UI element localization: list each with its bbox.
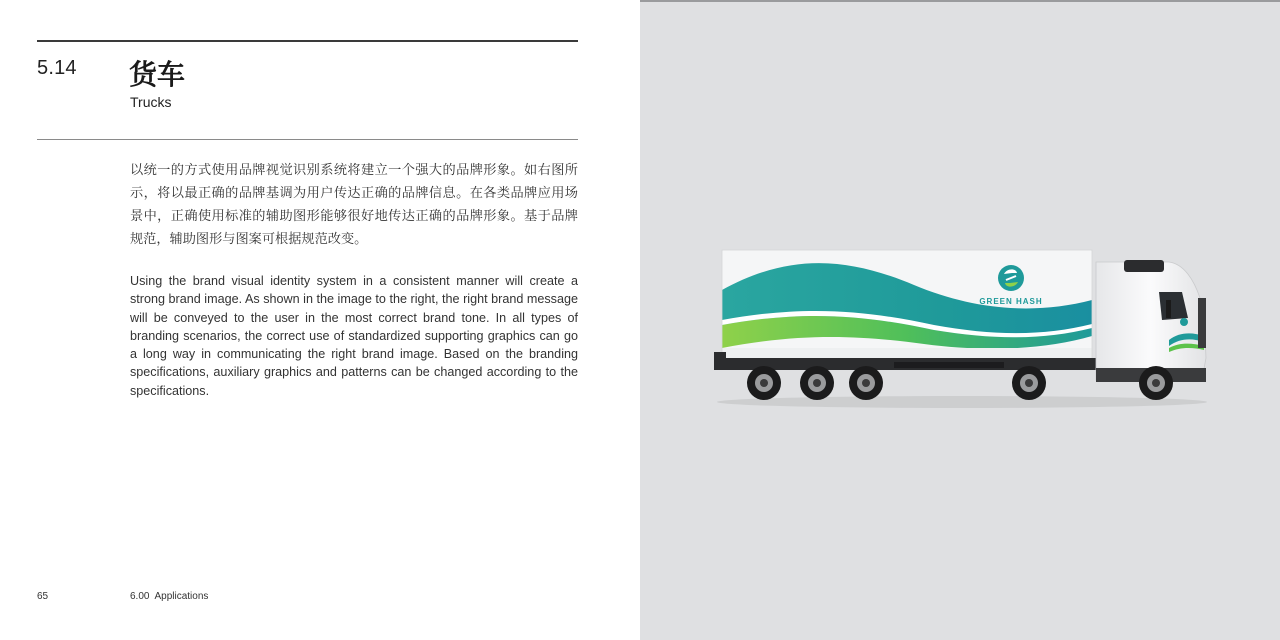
wheel <box>800 366 834 400</box>
wheel <box>1012 366 1046 400</box>
wheel <box>849 366 883 400</box>
wheel <box>747 366 781 400</box>
box-brand-name: GREEN HASH <box>979 297 1043 306</box>
top-divider <box>37 40 578 42</box>
green-hash-logo-icon <box>998 265 1024 291</box>
wheel <box>1139 366 1173 400</box>
truck-mockup-image <box>714 240 1214 415</box>
page-number: 65 <box>37 591 49 602</box>
ground-shadow <box>717 396 1207 408</box>
right-page-mockup <box>640 0 1280 640</box>
section-number: 5.14 <box>37 57 77 79</box>
header-divider <box>37 139 578 140</box>
footer-section-label: 6.00 Applications <box>130 591 209 602</box>
page-title-chinese: 货车 <box>129 58 186 91</box>
page-top-edge <box>640 0 1280 2</box>
body-paragraph-english: Using the brand visual identity system in a consistent manner will create a strong brand image. As shown in the image to the right, the right brand message will be conveyed to the user in the most correct brand tone. In all types of branding scenarios, the correct use of standardized supporting graphics can go a long way in communicating the right brand image. Based on the branding specifications, auxiliary graphics and patterns can be changed according to the specifications. <box>130 274 578 398</box>
truck-cab <box>1096 260 1206 382</box>
body-paragraph-chinese: 以统一的方式使用品牌视觉识别系统将建立一个强大的品牌形象。如右图所示，将以最正确的品牌基调为用户传达正确的品牌信息。在各类品牌应用场景中，正确使用标准的辅助图形能够很好地传达正确的品牌形象。基于品牌规范，辅助图形与图案可根据规范改变。 <box>130 163 578 247</box>
page-title-english: Trucks <box>130 94 172 110</box>
